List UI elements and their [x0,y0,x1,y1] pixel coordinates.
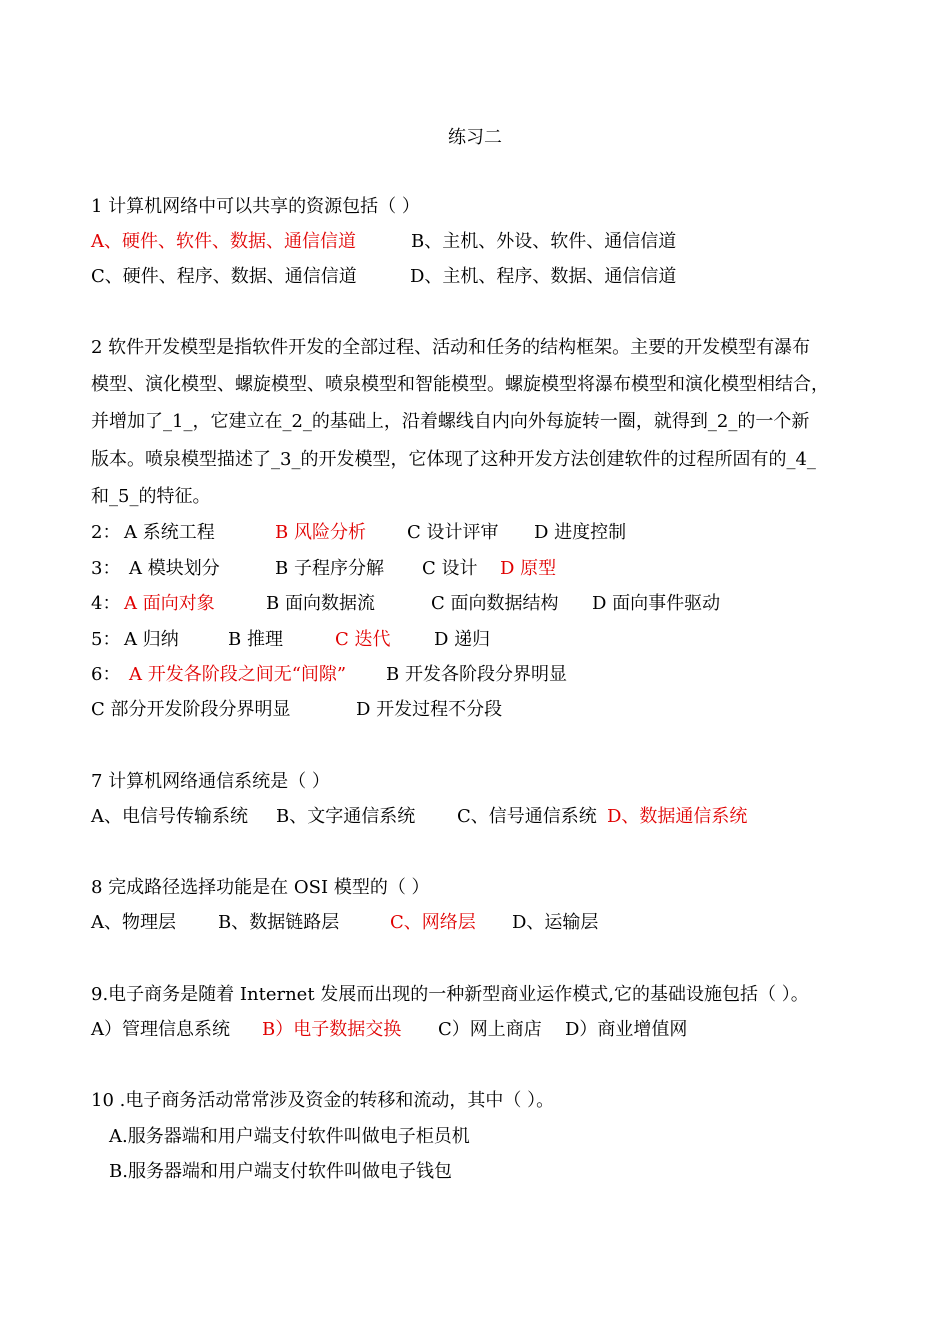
q10-option-b: B.服务器端和用户端支付软件叫做电子钱包 [109,1161,452,1182]
q1-option-b: B、主机、外设、软件、通信信道 [411,231,677,252]
q7-option-d: D、数据通信系统 [607,806,748,827]
q7-option-b: B、文字通信系统 [276,806,416,827]
q2-row2-option-b: B 风险分析 [275,522,366,543]
q2-row6-option-a: A 开发各阶段之间无“间隙” [129,664,347,685]
q8-option-d: D、运输层 [512,912,599,933]
q2-row3-option-c: C 设计 [422,558,478,579]
q1-stem: 1 计算机网络中可以共享的资源包括（ ） [91,196,420,217]
q9-option-d: D）商业增值网 [565,1019,688,1040]
q2-row3-option-d: D 原型 [500,558,557,579]
q2-stem-line: 模型、演化模型、螺旋模型、喷泉模型和智能模型。螺旋模型将瀑布模型和演化模型相结合， [91,374,829,395]
q2-row2-option-d: D 进度控制 [534,522,627,543]
q2-row4-option-c: C 面向数据结构 [431,593,559,614]
q8-option-c: C、网络层 [390,912,476,933]
q2-row6-option-c: C 部分开发阶段分界明显 [91,699,291,720]
q2-row5-option-c: C 迭代 [335,629,391,650]
q7-option-a: A、电信号传输系统 [91,806,248,827]
q2-row4-option-a: A 面向对象 [124,593,215,614]
q1-option-d: D、主机、程序、数据、通信信道 [410,266,677,287]
q2-row-label: 6： [91,664,121,685]
q1-option-c: C、硬件、程序、数据、通信信道 [91,266,357,287]
q2-stem-line: 版本。喷泉模型描述了_3_的开发模型，它体现了这种开发方法创建软件的过程所固有的_4_ [91,449,816,470]
q2-row-label: 5： [91,629,121,650]
q8-option-b: B、数据链路层 [218,912,340,933]
q10-option-a: A.服务器端和用户端支付软件叫做电子柜员机 [109,1126,470,1147]
q2-row2-option-a: A 系统工程 [124,522,215,543]
q2-row-label: 2： [91,522,121,543]
q2-row6-option-b: B 开发各阶段分界明显 [386,664,567,685]
q2-row5-option-d: D 递归 [434,629,491,650]
page-title: 练习二 [448,127,502,148]
q9-stem: 9.电子商务是随着 Internet 发展而出现的一种新型商业运作模式,它的基础设施包括（ ）。 [91,984,809,1005]
q1-option-a: A、硬件、软件、数据、通信信道 [91,231,356,252]
q9-option-b: B）电子数据交换 [262,1019,402,1040]
q2-row5-option-b: B 推理 [228,629,283,650]
q2-row4-option-b: B 面向数据流 [266,593,375,614]
q2-row2-option-c: C 设计评审 [407,522,499,543]
q2-row-label: 3： [91,558,121,579]
q9-option-c: C）网上商店 [438,1019,542,1040]
q8-option-a: A、物理层 [91,912,176,933]
q2-row5-option-a: A 归纳 [124,629,179,650]
q2-stem-line: 并增加了_1_，它建立在_2_的基础上，沿着螺线自内向外每旋转一圈，就得到_2_的一个新 [91,411,810,432]
q2-row4-option-d: D 面向事件驱动 [592,593,721,614]
q7-stem: 7 计算机网络通信系统是（ ） [91,771,330,792]
q2-row3-option-b: B 子程序分解 [275,558,384,579]
q10-stem: 10 .电子商务活动常常涉及资金的转移和流动，其中（ ）。 [91,1090,555,1111]
q9-option-a: A）管理信息系统 [91,1019,230,1040]
q2-row-label: 4： [91,593,121,614]
q7-option-c: C、信号通信系统 [457,806,597,827]
q2-row6-option-d: D 开发过程不分段 [356,699,503,720]
q2-stem-line: 2 软件开发模型是指软件开发的全部过程、活动和任务的结构框架。主要的开发模型有瀑布 [91,337,811,358]
q2-row3-option-a: A 模块划分 [129,558,220,579]
q8-stem: 8 完成路径选择功能是在 OSI 模型的（ ） [91,877,430,898]
q2-stem-line: 和_5_的特征。 [91,486,211,507]
